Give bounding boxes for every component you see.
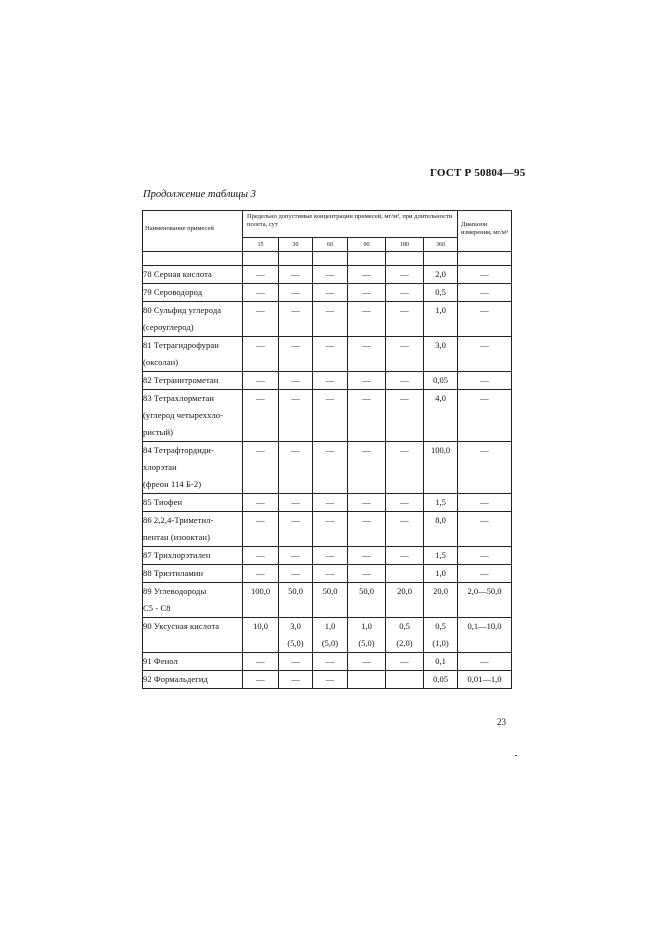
concentration-cell <box>424 302 458 337</box>
range-cell <box>458 337 512 372</box>
concentration-value: 50,0 <box>359 586 374 596</box>
concentration-cell <box>348 547 386 565</box>
concentration-cell <box>348 337 386 372</box>
impurity-name-cell <box>143 565 243 583</box>
impurity-name-cell <box>143 547 243 565</box>
concentration-value: — <box>325 550 335 560</box>
concentration-cell <box>386 302 424 337</box>
concentration-value: — <box>400 305 409 315</box>
concentration-cell <box>243 390 279 442</box>
concentration-value: — <box>256 515 265 525</box>
table-row <box>143 442 512 494</box>
concentration-value: — <box>325 656 335 666</box>
concentration-cell <box>279 494 313 512</box>
range-cell <box>458 512 512 547</box>
concentration-cell <box>424 266 458 284</box>
concentration-value: 0,5 <box>435 621 446 631</box>
concentration-value: 50,0 <box>322 586 338 596</box>
concentration-value: — <box>256 445 265 455</box>
range-value: — <box>480 497 489 507</box>
header-day-30: 30 <box>279 238 313 252</box>
range-value: 0,1—10,0 <box>467 621 502 631</box>
concentration-cell <box>424 618 458 653</box>
table-row <box>143 372 512 390</box>
concentration-cell <box>386 337 424 372</box>
concentration-value: — <box>325 287 335 297</box>
concentration-cell <box>313 337 348 372</box>
impurity-name-line: 86 2,2,4-Триметил- <box>143 515 214 525</box>
concentration-value: 1,5 <box>435 550 446 560</box>
concentration-cell <box>386 653 424 671</box>
concentration-cell <box>348 565 386 583</box>
concentration-cell <box>348 583 386 618</box>
concentration-value: — <box>362 515 371 525</box>
concentration-cell <box>279 337 313 372</box>
concentration-value: — <box>291 550 300 560</box>
concentration-value: — <box>291 393 300 403</box>
concentration-cell <box>313 671 348 689</box>
impurity-name-line: 82 Тетранитрометан <box>143 375 219 385</box>
concentration-value: — <box>362 497 371 507</box>
concentration-value: — <box>291 497 300 507</box>
impurity-name-cell <box>143 337 243 372</box>
range-cell <box>458 390 512 442</box>
concentration-value: — <box>291 674 300 684</box>
concentration-value: 1,0 <box>435 568 446 578</box>
concentration-cell <box>386 442 424 494</box>
concentration-value: — <box>400 393 409 403</box>
concentration-cell <box>348 653 386 671</box>
range-value: — <box>480 269 489 279</box>
concentration-cell <box>424 494 458 512</box>
table-row <box>143 512 512 547</box>
concentration-cell <box>313 266 348 284</box>
concentration-value: 1,0 <box>324 621 336 631</box>
concentration-value: 0,5 <box>435 287 446 297</box>
concentration-value: — <box>400 269 409 279</box>
range-value: — <box>480 340 489 350</box>
concentration-cell <box>424 547 458 565</box>
concentration-cell <box>243 671 279 689</box>
range-cell <box>458 653 512 671</box>
impurity-name-line: (фреон 114 Б-2) <box>143 479 202 489</box>
impurity-name-line: 87 Трихлорэтилен <box>143 550 211 560</box>
concentration-value: — <box>256 550 265 560</box>
concentration-cell <box>386 390 424 442</box>
concentration-cell <box>279 302 313 337</box>
impurity-name-line: 79 Сероводород <box>143 287 203 297</box>
impurity-name-cell <box>143 266 243 284</box>
concentration-cell <box>243 565 279 583</box>
concentration-value: 3,0 <box>435 340 446 350</box>
impurity-name-line: (оксолан) <box>143 357 179 367</box>
concentration-cell <box>279 390 313 442</box>
concentration-value: — <box>256 340 265 350</box>
concentration-value: — <box>256 287 265 297</box>
concentration-value: — <box>256 269 265 279</box>
concentration-value: — <box>256 375 265 385</box>
concentration-cell <box>386 266 424 284</box>
concentration-value: — <box>291 269 300 279</box>
range-cell <box>458 442 512 494</box>
concentration-value: — <box>362 393 371 403</box>
header-group: Предельно допустимые концентрации примесей, мг/м³, при длительности полета, сут <box>243 211 458 238</box>
concentration-value: 8,0 <box>435 515 446 525</box>
concentration-cell <box>348 671 386 689</box>
table-row <box>143 494 512 512</box>
concentration-cell <box>313 390 348 442</box>
concentration-cell <box>313 547 348 565</box>
impurity-name-cell <box>143 583 243 618</box>
concentration-cell <box>279 671 313 689</box>
concentration-cell <box>424 284 458 302</box>
concentration-cell <box>386 565 424 583</box>
header-name: Наименование примесей <box>143 211 243 252</box>
range-cell <box>458 266 512 284</box>
table-row <box>143 618 512 653</box>
concentration-value: — <box>400 515 409 525</box>
concentration-cell <box>313 494 348 512</box>
concentration-cell <box>386 618 424 653</box>
concentration-cell <box>243 512 279 547</box>
impurity-name-line: хлорэтан <box>143 462 177 472</box>
impurity-name-cell <box>143 671 243 689</box>
concentration-cell <box>243 583 279 618</box>
header-day-180: 180 <box>386 238 424 252</box>
concentration-value: — <box>256 656 265 666</box>
table-row <box>143 390 512 442</box>
concentration-cell <box>313 653 348 671</box>
header-range: Диапазон измерения, мг/м³ <box>458 211 512 252</box>
concentration-cell <box>386 547 424 565</box>
page-number: 23 <box>497 717 506 727</box>
document-code: ГОСТ Р 50804—95 <box>430 167 526 179</box>
concentration-value: — <box>362 305 371 315</box>
concentration-value: — <box>291 375 300 385</box>
concentration-cell <box>243 284 279 302</box>
concentration-cell <box>313 583 348 618</box>
impurity-name-cell <box>143 618 243 653</box>
impurity-name-cell <box>143 302 243 337</box>
concentration-value: — <box>291 656 300 666</box>
concentration-value: — <box>325 445 335 455</box>
concentration-cell <box>243 547 279 565</box>
range-value: 0,01—1,0 <box>467 674 502 684</box>
concentration-value: 1,0 <box>361 621 372 631</box>
concentration-cell <box>386 583 424 618</box>
concentration-value: — <box>291 515 300 525</box>
impurity-name-line: 84 Тетрафтордиди- <box>143 445 214 455</box>
table-row <box>143 565 512 583</box>
impurity-name-line: 80 Сульфид углерода <box>143 305 222 315</box>
concentration-value: — <box>325 340 335 350</box>
range-value: — <box>480 550 489 560</box>
impurity-name-line: 89 Углеводороды <box>143 586 207 596</box>
concentration-value: — <box>400 497 409 507</box>
impurity-name-line: пентан (изооктан) <box>143 532 211 542</box>
concentration-cell <box>424 512 458 547</box>
concentration-cell <box>313 618 348 653</box>
concentration-value: — <box>291 340 300 350</box>
impurity-name-line: C5 - C8 <box>143 603 171 613</box>
header-day-90: 90 <box>348 238 386 252</box>
concentration-value: — <box>256 568 265 578</box>
impurity-name-line: 78 Серная кислота <box>143 269 212 279</box>
range-cell <box>458 565 512 583</box>
impurity-name-cell <box>143 284 243 302</box>
concentration-value: — <box>362 656 371 666</box>
concentration-value: 0,05 <box>433 375 448 385</box>
concentration-cell <box>279 442 313 494</box>
scan-mark <box>515 755 517 756</box>
concentration-cell <box>279 284 313 302</box>
impurity-name-cell <box>143 653 243 671</box>
concentration-value: 1,5 <box>435 497 446 507</box>
concentration-value: — <box>325 269 335 279</box>
header-day-360: 360 <box>424 238 458 252</box>
concentration-value: 1,0 <box>435 305 446 315</box>
concentration-cell <box>279 565 313 583</box>
concentration-value: — <box>400 340 409 350</box>
range-value: — <box>480 287 489 297</box>
table-row <box>143 671 512 689</box>
impurity-name-line: 92 Формальдегид <box>143 674 208 684</box>
impurity-name-line: (углерод четыреххло- <box>143 410 224 420</box>
concentration-cell <box>386 494 424 512</box>
concentration-value: — <box>362 550 371 560</box>
concentration-value: 50,0 <box>288 586 303 596</box>
concentration-value: — <box>362 568 371 578</box>
concentration-cell <box>424 671 458 689</box>
range-cell <box>458 671 512 689</box>
concentration-value: 20,0 <box>397 586 412 596</box>
concentration-value: — <box>256 305 265 315</box>
table-row <box>143 547 512 565</box>
table-row <box>143 284 512 302</box>
impurity-name-line: 91 Фенол <box>143 656 178 666</box>
range-value: — <box>480 568 489 578</box>
concentration-cell <box>313 565 348 583</box>
impurity-name-line: ристый) <box>143 427 174 437</box>
range-value: — <box>480 305 489 315</box>
range-value: — <box>480 515 489 525</box>
concentration-cell <box>279 266 313 284</box>
range-cell <box>458 547 512 565</box>
concentration-cell <box>424 565 458 583</box>
concentration-value: — <box>291 568 300 578</box>
concentration-value: — <box>400 287 409 297</box>
concentration-value: — <box>325 497 335 507</box>
spacer-row <box>143 252 512 266</box>
concentration-value: — <box>325 375 335 385</box>
concentration-value: — <box>362 340 371 350</box>
concentration-cell <box>348 512 386 547</box>
concentration-value: — <box>362 375 371 385</box>
table-row <box>143 583 512 618</box>
concentration-cell <box>348 266 386 284</box>
concentration-cell <box>424 583 458 618</box>
concentration-value: — <box>325 674 335 684</box>
concentration-cell <box>424 372 458 390</box>
concentration-value: — <box>362 445 371 455</box>
concentration-cell <box>279 653 313 671</box>
concentration-cell <box>424 337 458 372</box>
concentration-value: 20,0 <box>433 586 448 596</box>
concentration-value: 3,0 <box>290 621 301 631</box>
concentration-value: 10,0 <box>253 621 268 631</box>
concentration-value: 0,1 <box>435 656 446 666</box>
concentration-cell <box>424 390 458 442</box>
impurity-name-line: 88 Триэтиламин <box>143 568 204 578</box>
concentration-cell <box>348 372 386 390</box>
concentration-value: 0,5 <box>399 621 410 631</box>
concentration-value: (2,0) <box>396 638 413 648</box>
impurity-name-line: 90 Уксусная кислота <box>143 621 220 631</box>
concentration-cell <box>424 653 458 671</box>
concentration-cell <box>243 372 279 390</box>
concentration-cell <box>243 653 279 671</box>
concentration-cell <box>348 302 386 337</box>
concentration-value: (5,0) <box>321 638 339 648</box>
concentration-value: — <box>256 674 265 684</box>
impurity-name-line: 85 Тиофен <box>143 497 183 507</box>
concentration-cell <box>279 547 313 565</box>
concentration-value: — <box>400 656 409 666</box>
concentration-value: 100,0 <box>430 445 451 455</box>
concentration-cell <box>348 442 386 494</box>
concentration-cell <box>279 618 313 653</box>
impurity-name-line: 83 Тетрахлорметан <box>143 393 214 403</box>
concentration-cell <box>243 618 279 653</box>
impurity-name-cell <box>143 442 243 494</box>
concentration-value: 100,0 <box>250 586 271 596</box>
impurity-name-cell <box>143 372 243 390</box>
concentration-value: — <box>325 393 335 403</box>
range-cell <box>458 302 512 337</box>
range-value: — <box>480 445 489 455</box>
concentration-cell <box>386 671 424 689</box>
concentration-cell <box>424 442 458 494</box>
impurity-name-line: 81 Тетрагидрофуран <box>143 340 219 350</box>
range-value: — <box>480 375 489 385</box>
concentration-cell <box>348 618 386 653</box>
concentration-value: — <box>325 305 335 315</box>
concentration-cell <box>243 337 279 372</box>
concentration-value: 2,0 <box>435 269 446 279</box>
concentration-cell <box>348 494 386 512</box>
concentration-value: — <box>325 568 335 578</box>
concentration-value: — <box>400 550 409 560</box>
range-cell <box>458 618 512 653</box>
concentration-value: — <box>256 497 265 507</box>
concentration-value: (5,0) <box>287 638 304 648</box>
concentration-cell <box>313 372 348 390</box>
concentration-cell <box>313 512 348 547</box>
impurity-name-line: (сероуглерод) <box>143 322 194 332</box>
table-row <box>143 266 512 284</box>
table-row <box>143 653 512 671</box>
range-value: — <box>480 393 489 403</box>
concentration-value: — <box>291 305 300 315</box>
range-cell <box>458 583 512 618</box>
concentration-cell <box>348 284 386 302</box>
concentration-value: (5,0) <box>358 638 375 648</box>
table-row <box>143 302 512 337</box>
concentration-value: — <box>400 445 409 455</box>
concentration-cell <box>348 390 386 442</box>
impurity-name-cell <box>143 494 243 512</box>
concentration-value: — <box>291 445 300 455</box>
range-cell <box>458 372 512 390</box>
range-value: — <box>480 656 489 666</box>
concentration-value: — <box>325 515 335 525</box>
table-caption: Продолжение таблицы 3 <box>143 189 256 200</box>
concentration-value: 0,05 <box>433 674 448 684</box>
concentration-cell <box>243 302 279 337</box>
header-day-15: 15 <box>243 238 279 252</box>
impurity-name-cell <box>143 390 243 442</box>
impurity-table <box>142 210 512 689</box>
concentration-cell <box>243 266 279 284</box>
concentration-cell <box>313 442 348 494</box>
range-cell <box>458 494 512 512</box>
concentration-cell <box>279 583 313 618</box>
concentration-value: — <box>400 375 409 385</box>
concentration-cell <box>313 284 348 302</box>
concentration-cell <box>243 494 279 512</box>
concentration-cell <box>386 512 424 547</box>
concentration-value: — <box>362 287 371 297</box>
impurity-name-cell <box>143 512 243 547</box>
concentration-value: — <box>291 287 300 297</box>
concentration-value: — <box>362 269 371 279</box>
concentration-cell <box>243 442 279 494</box>
range-cell <box>458 284 512 302</box>
table-row <box>143 337 512 372</box>
concentration-value: (1,0) <box>432 638 449 648</box>
header-day-60: 60 <box>313 238 348 252</box>
concentration-value: — <box>256 393 265 403</box>
concentration-value: 4,0 <box>435 393 446 403</box>
concentration-cell <box>313 302 348 337</box>
concentration-cell <box>279 372 313 390</box>
concentration-cell <box>386 372 424 390</box>
range-value: 2,0—50,0 <box>467 586 502 596</box>
concentration-cell <box>279 512 313 547</box>
concentration-cell <box>386 284 424 302</box>
